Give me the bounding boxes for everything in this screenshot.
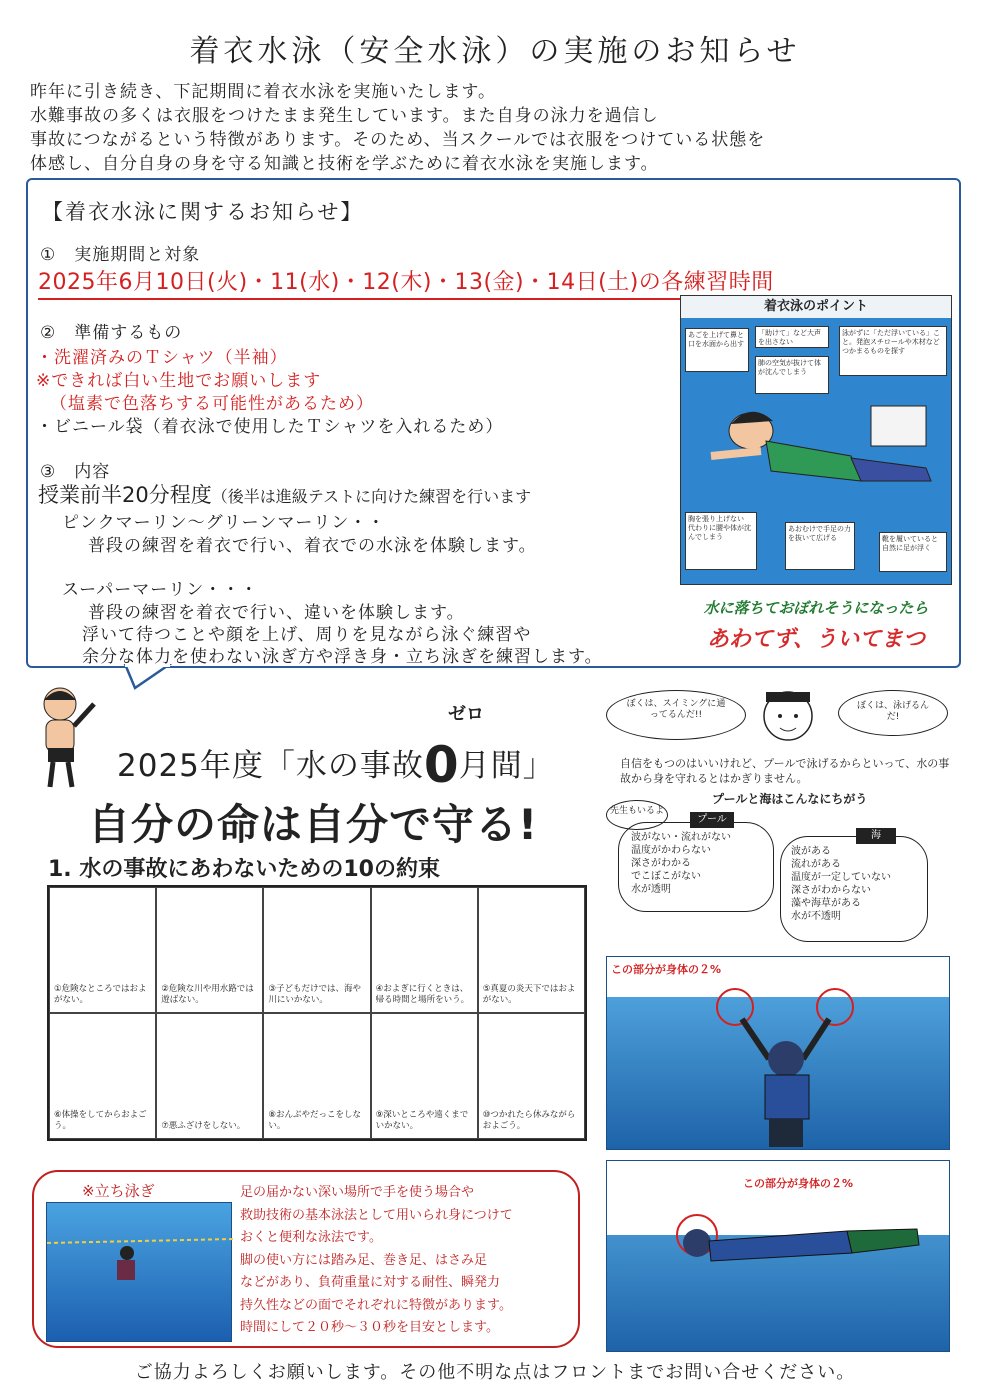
confidence-text: 自信をもつのはいいけれど、プールで泳げるからといって、水の事故から身を守れるとはかぎりません。 <box>620 757 950 785</box>
content-main <box>38 479 683 509</box>
callout-text: 代わりに腰や体が沈んでしまう <box>688 524 751 541</box>
kids-faces-icon <box>748 684 828 746</box>
promise-cell <box>156 887 263 1013</box>
tread-water-photo <box>46 1202 232 1342</box>
page-title: 着衣水泳（安全水泳）の実施のお知らせ <box>189 34 801 69</box>
promise-cell <box>371 1013 478 1139</box>
floating-person-icon <box>647 1195 937 1285</box>
main-slogan: 自分の命は自分で守る! <box>88 800 539 849</box>
ten-promises-grid <box>47 885 587 1141</box>
tread-line: おくと便利な泳法です。 <box>240 1230 382 1245</box>
tread-line: などがあり、負荷重量に対する耐性、瞬発力 <box>240 1275 501 1290</box>
promise-heading: 1. 水の事故にあわないための10の約束 <box>48 857 440 882</box>
tread-line: 足の届かない深い場所で手を使う場合や <box>240 1185 475 1200</box>
footer-text: ご協力よろしくお願いします。その他不明な点はフロントまでお問い合せください。 <box>134 1362 856 1383</box>
intro-line: 水難事故の多くは衣服をつけたまま発生しています。また自身の泳力を過信し <box>30 106 659 126</box>
teacher-bubble: 先生もいるよ <box>606 800 668 830</box>
body-percent-label: この部分が身体の２% <box>611 963 722 976</box>
promise-cell <box>478 887 585 1013</box>
pool-label: プール <box>690 812 734 828</box>
schedule-dates: 2025年6月10日(火)・11(水)・12(木)・13(金)・14日(土)の各練習時間 <box>38 265 774 300</box>
swimmer-boy-icon <box>28 682 108 792</box>
callout-text: 胸を張り上げない <box>688 515 744 523</box>
section1-label: ① 実施期間と対象 <box>40 245 201 265</box>
promise-caption: ③子どもだけでは、海や川にいかない。 <box>268 984 362 1005</box>
group1-label: ピンクマーリン〜グリーンマーリン・・ <box>62 513 386 533</box>
comparison-heading: プールと海はこんなにちがう <box>712 792 868 806</box>
promise-caption: ④およぎに行くときは、帰る時間と場所をいう。 <box>375 984 470 1005</box>
promise-cell <box>156 1013 263 1139</box>
tread-line: 救助技術の基本泳法として用いられ身につけて <box>240 1207 513 1223</box>
slogan-line1: 水に落ちておぼれそうになったら <box>703 599 929 617</box>
point-callout: 泳がずに「ただ浮いている」こと。発泡スチロールや木材などつかまるものを探す <box>839 326 947 376</box>
tread-title: ※立ち泳ぎ <box>82 1182 155 1200</box>
pool-item: 水が透明 <box>631 884 671 895</box>
promise-cell <box>263 1013 370 1139</box>
pool-list <box>618 822 774 912</box>
pool-item: でこぼこがない <box>631 871 701 882</box>
point-callout: あおむけで手足の力を抜いて広げる <box>785 522 855 570</box>
promise-caption: ②危険な川や用水路では遊ばない。 <box>161 984 254 1005</box>
point-callout: 肺の空気が抜けて体が沈んでしまう <box>755 356 829 394</box>
points-title: 着衣泳のポイント <box>681 296 951 318</box>
pool-item: 波がない・流れがない <box>631 832 731 843</box>
speech-bubble: ぼくは、泳げるんだ! <box>838 690 948 736</box>
promise-caption: ⑧おんぶやだっこをしない。 <box>268 1110 362 1131</box>
sea-list <box>780 836 928 942</box>
swimmer-icon <box>47 1203 233 1343</box>
campaign-zero: 0 <box>423 736 459 794</box>
promise-caption: ⑥体操をしてからおよごう。 <box>54 1110 147 1131</box>
campaign-title <box>117 730 555 794</box>
intro-line: 事故につながるという特徴があります。そのため、当スクールでは衣服をつけている状態を <box>30 130 766 150</box>
content-main-note: （後半は進級テストに向けた練習を行います <box>211 487 532 506</box>
promise-cell <box>263 887 370 1013</box>
point-callout <box>685 512 757 570</box>
sea-item: 深さがわからない <box>791 885 871 896</box>
group2-desc3: 余分な体力を使わない泳ぎ方や浮き身・立ち泳ぎを練習します。 <box>82 647 603 667</box>
tread-line: 持久性などの面でそれぞれに特徴があります。 <box>240 1297 512 1313</box>
sea-item: 流れがある <box>791 859 841 870</box>
sea-item: 温度が一定していない <box>791 872 891 883</box>
content-main-text: 授業前半20分程度 <box>38 483 212 507</box>
floating-back-illustration <box>606 1160 950 1352</box>
item-bag: ・ビニール袋（着衣泳で使用したＴシャツを入れるため） <box>36 417 504 437</box>
pool-item: 温度がかわらない <box>631 845 711 856</box>
section2-label: ② 準備するもの <box>40 323 183 343</box>
body-percent-label: この部分が身体の２% <box>743 1177 854 1190</box>
raised-arms-illustration <box>606 956 950 1150</box>
clothed-swim-points-illustration <box>680 295 952 585</box>
campaign-year: 2025年度「水の事故 <box>117 748 424 784</box>
sea-item: 藻や海草がある <box>791 898 861 909</box>
speech-tail <box>120 664 180 690</box>
point-callout: 靴を履いていると自然に足が浮く <box>879 532 947 572</box>
promise-caption: ①危険なところではおよがない。 <box>54 984 147 1005</box>
item-tshirt: ・洗濯済みのＴシャツ（半袖） <box>36 348 288 368</box>
speech-bubble: ぼくは、スイミングに通ってるんだ!! <box>606 690 746 740</box>
promise-caption: ⑩つかれたら休みながらおよごう。 <box>482 1110 576 1131</box>
promise-cell <box>49 1013 156 1139</box>
campaign-month: 月間」 <box>458 748 555 784</box>
sea-item: 水が不透明 <box>791 911 841 922</box>
floating-person-icon <box>701 396 941 506</box>
intro-text <box>30 80 970 176</box>
zero-ruby: ゼロ <box>448 704 484 725</box>
slogan-line2: あわてず、ういてまつ <box>706 627 926 652</box>
group1-desc: 普段の練習を着衣で行い、着衣での水泳を体験します。 <box>88 536 537 556</box>
point-callout: 「助けて」など大声を出さない <box>755 326 829 348</box>
promise-cell <box>371 887 478 1013</box>
pool-item: 深さがわかる <box>631 858 691 869</box>
group2-label: スーパーマーリン・・・ <box>62 580 259 600</box>
point-callout: あごを上げて鼻と口を水面から出す <box>685 328 749 372</box>
tread-line: 時間にして２０秒〜３０秒を目安とします。 <box>240 1320 499 1335</box>
section3-label: ③ 内容 <box>40 462 111 482</box>
tread-text <box>240 1182 580 1340</box>
sinking-person-icon <box>707 979 867 1149</box>
note-chlorine: （塩素で色落ちする可能性があるため） <box>50 394 374 414</box>
promise-caption: ⑦悪ふざけをしない。 <box>161 1121 246 1131</box>
sea-item: 波がある <box>791 846 831 857</box>
intro-line: 体感し、自分自身の身を守る知識と技術を学ぶために着衣水泳を実施します。 <box>30 154 659 174</box>
promise-cell <box>478 1013 585 1139</box>
group2-desc1: 普段の練習を着衣で行い、違いを体験します。 <box>88 603 465 623</box>
promise-cell <box>49 887 156 1013</box>
intro-line: 昨年に引き続き、下記期間に着衣水泳を実施いたします。 <box>30 82 496 102</box>
note-white: ※できれば白い生地でお願いします <box>36 371 322 391</box>
notice-heading: 【着衣水泳に関するお知らせ】 <box>42 200 364 224</box>
tread-line: 脚の使い方には踏み足、巻き足、はさみ足 <box>240 1252 488 1268</box>
group2-desc2: 浮いて待つことや顔を上げ、周りを見ながら泳ぐ練習や <box>82 625 532 645</box>
promise-caption: ⑤真夏の炎天下ではおよがない。 <box>482 984 576 1005</box>
sea-label: 海 <box>856 828 896 844</box>
promise-caption: ⑨深いところや遠くまでいかない。 <box>375 1110 469 1131</box>
